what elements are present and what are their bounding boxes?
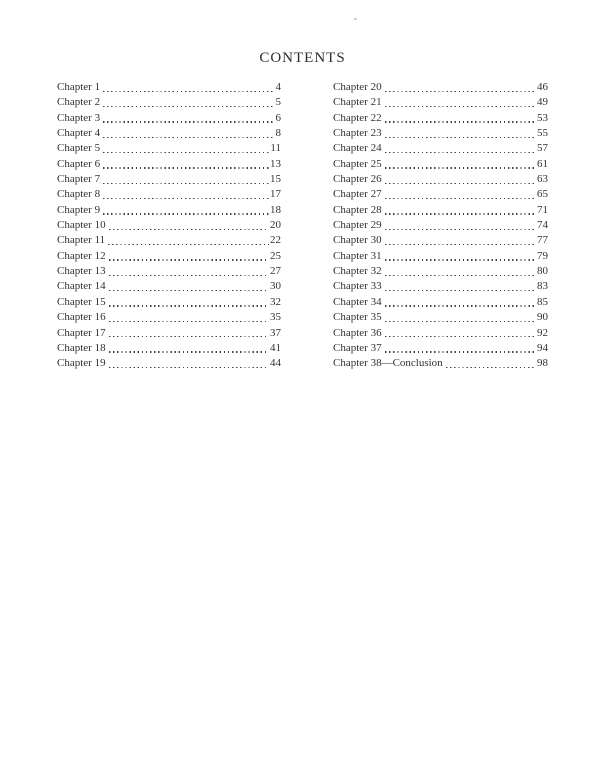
toc-entry-label: Chapter 9 [57, 203, 101, 216]
dot-leader [385, 137, 536, 138]
dot-leader [109, 367, 269, 368]
dot-leader [385, 152, 536, 153]
toc-entry-label: Chapter 37 [333, 341, 382, 354]
toc-entry-page: 53 [537, 111, 548, 124]
toc-entry-page: 17 [270, 188, 281, 201]
toc-entry-label: Chapter 36 [333, 326, 382, 339]
toc-entry[interactable] [333, 203, 548, 218]
toc-entry-page: 15 [270, 173, 281, 186]
toc-entry[interactable] [333, 356, 548, 371]
toc-entry-page: 44 [270, 357, 281, 370]
toc-entry-label: Chapter 12 [57, 249, 106, 262]
toc-entry[interactable] [333, 111, 548, 126]
toc-entry-page: 46 [537, 81, 548, 93]
toc-entry-label: Chapter 10 [57, 219, 106, 232]
toc-entry-page: 8 [275, 127, 281, 140]
toc-entry[interactable] [333, 341, 548, 356]
toc-entry-page: 83 [537, 280, 548, 293]
toc-entry-label: Chapter 26 [333, 173, 382, 186]
dot-leader [103, 198, 269, 199]
toc-entry-label: Chapter 28 [333, 203, 382, 216]
dot-leader [109, 351, 269, 352]
dot-leader [109, 305, 269, 306]
toc-entry-label: Chapter 21 [333, 96, 382, 109]
toc-entry-page: 30 [270, 280, 281, 293]
dot-leader [103, 137, 274, 138]
dot-leader [385, 121, 536, 122]
toc-entry-page: 74 [537, 219, 548, 232]
toc-entry-label: Chapter 33 [333, 280, 382, 293]
dot-leader [385, 351, 536, 352]
toc-entry[interactable] [333, 310, 548, 325]
contents-page [0, 0, 600, 372]
toc-entry-page: 35 [270, 311, 281, 324]
dot-leader [108, 244, 269, 245]
toc-entry-label: Chapter 19 [57, 357, 106, 370]
toc-entry-page: 79 [537, 249, 548, 262]
toc-entry-page: 55 [537, 127, 548, 140]
toc-entry[interactable] [57, 326, 281, 341]
toc-entry-page: 77 [537, 234, 548, 247]
toc-entry[interactable] [57, 157, 281, 172]
toc-entry-page: 37 [270, 326, 281, 339]
dot-leader [385, 213, 536, 214]
toc-entry-label: Chapter 7 [57, 173, 101, 186]
toc-entry-label: Chapter 11 [57, 234, 106, 247]
toc-entry-label: Chapter 38—Conclusion [333, 357, 443, 370]
toc-entry[interactable] [57, 356, 281, 371]
dot-leader [103, 152, 269, 153]
dot-leader [109, 321, 269, 322]
toc-entry[interactable] [333, 218, 548, 233]
toc-entry-page: 49 [537, 96, 548, 109]
toc-entry[interactable] [57, 172, 281, 187]
toc-entry-label: Chapter 20 [333, 81, 382, 93]
toc-entry-page: 90 [537, 311, 548, 324]
dot-leader [109, 229, 269, 230]
dot-leader [385, 259, 536, 260]
dot-leader [103, 183, 269, 184]
toc-entry-label: Chapter 2 [57, 96, 101, 109]
dot-leader [103, 91, 274, 92]
toc-entry-label: Chapter 6 [57, 157, 101, 170]
toc-entry-label: Chapter 34 [333, 295, 382, 308]
toc-entry[interactable] [333, 233, 548, 248]
toc-entry[interactable] [333, 295, 548, 310]
toc-entry-label: Chapter 4 [57, 127, 101, 140]
dot-leader [385, 91, 536, 92]
toc-entry-label: Chapter 35 [333, 311, 382, 324]
toc-entry-page: 11 [270, 142, 281, 155]
toc-entry-page: 65 [537, 188, 548, 201]
toc-entry-page: 4 [275, 81, 281, 93]
toc-entry[interactable] [333, 141, 548, 156]
toc-entry-label: Chapter 18 [57, 341, 106, 354]
toc-entry[interactable] [57, 249, 281, 264]
dot-leader [446, 367, 536, 368]
toc-entry[interactable] [333, 279, 548, 294]
toc-entry-page: 18 [270, 203, 281, 216]
dot-leader [385, 244, 536, 245]
dot-leader [109, 290, 269, 291]
toc-entry-label: Chapter 13 [57, 265, 106, 278]
toc-entry[interactable] [57, 187, 281, 202]
toc-entry[interactable] [57, 341, 281, 356]
toc-entry[interactable] [57, 203, 281, 218]
toc-entry-page: 57 [537, 142, 548, 155]
dot-leader [385, 106, 536, 107]
toc-entry-page: 22 [270, 234, 281, 247]
toc-entry[interactable] [57, 310, 281, 325]
dot-leader [103, 106, 274, 107]
dot-leader [103, 213, 269, 214]
toc-columns [57, 80, 548, 372]
toc-entry-page: 6 [275, 111, 281, 124]
toc-entry-page: 98 [537, 357, 548, 370]
toc-entry-label: Chapter 8 [57, 188, 101, 201]
toc-entry-page: 41 [270, 341, 281, 354]
toc-entry-label: Chapter 25 [333, 157, 382, 170]
toc-entry-label: Chapter 3 [57, 111, 101, 124]
toc-entry[interactable] [57, 126, 281, 141]
toc-entry[interactable] [333, 95, 548, 110]
toc-entry-label: Chapter 17 [57, 326, 106, 339]
toc-entry-label: Chapter 16 [57, 311, 106, 324]
toc-entry[interactable] [57, 233, 281, 248]
toc-column-right [333, 80, 548, 372]
toc-entry[interactable] [333, 157, 548, 172]
toc-entry-label: Chapter 23 [333, 127, 382, 140]
dot-leader [385, 321, 536, 322]
toc-entry[interactable] [57, 264, 281, 279]
dot-leader [103, 121, 274, 122]
toc-entry[interactable] [57, 295, 281, 310]
page-artifact-dot [354, 18, 357, 20]
toc-entry-label: Chapter 30 [333, 234, 382, 247]
dot-leader [109, 259, 269, 260]
dot-leader [103, 167, 269, 168]
toc-entry[interactable] [57, 111, 281, 126]
toc-entry-page: 20 [270, 219, 281, 232]
toc-entry-page: 71 [537, 203, 548, 216]
toc-entry-label: Chapter 14 [57, 280, 106, 293]
dot-leader [385, 183, 536, 184]
toc-entry[interactable] [57, 95, 281, 110]
toc-entry-label: Chapter 22 [333, 111, 382, 124]
toc-entry-page: 27 [270, 265, 281, 278]
toc-entry[interactable] [57, 80, 281, 95]
toc-entry[interactable] [333, 187, 548, 202]
toc-entry-page: 94 [537, 341, 548, 354]
dot-leader [109, 275, 269, 276]
toc-entry[interactable] [333, 80, 548, 95]
dot-leader [385, 305, 536, 306]
dot-leader [385, 198, 536, 199]
toc-entry-page: 63 [537, 173, 548, 186]
toc-entry-label: Chapter 27 [333, 188, 382, 201]
page-title: CONTENTS [259, 50, 346, 66]
toc-entry-page: 80 [537, 265, 548, 278]
dot-leader [109, 336, 269, 337]
toc-entry[interactable] [57, 218, 281, 233]
toc-entry-label: Chapter 15 [57, 295, 106, 308]
toc-entry[interactable] [57, 141, 281, 156]
toc-entry-page: 61 [537, 157, 548, 170]
toc-entry-page: 13 [270, 157, 281, 170]
toc-entry-page: 25 [270, 249, 281, 262]
toc-entry-label: Chapter 1 [57, 81, 101, 93]
toc-entry[interactable] [57, 279, 281, 294]
toc-entry-page: 92 [537, 326, 548, 339]
toc-entry-label: Chapter 31 [333, 249, 382, 262]
toc-entry-label: Chapter 5 [57, 142, 101, 155]
toc-entry[interactable] [333, 326, 548, 341]
toc-column-left [57, 80, 281, 372]
dot-leader [385, 275, 536, 276]
toc-entry[interactable] [333, 264, 548, 279]
toc-entry-label: Chapter 32 [333, 265, 382, 278]
dot-leader [385, 167, 536, 168]
toc-entry[interactable] [333, 172, 548, 187]
toc-entry-label: Chapter 24 [333, 142, 382, 155]
dot-leader [385, 336, 536, 337]
toc-entry-label: Chapter 29 [333, 219, 382, 232]
toc-entry[interactable] [333, 126, 548, 141]
toc-entry-page: 32 [270, 295, 281, 308]
toc-entry-page: 85 [537, 295, 548, 308]
toc-entry[interactable] [333, 249, 548, 264]
dot-leader [385, 290, 536, 291]
toc-entry-page: 5 [275, 96, 281, 109]
dot-leader [385, 229, 536, 230]
